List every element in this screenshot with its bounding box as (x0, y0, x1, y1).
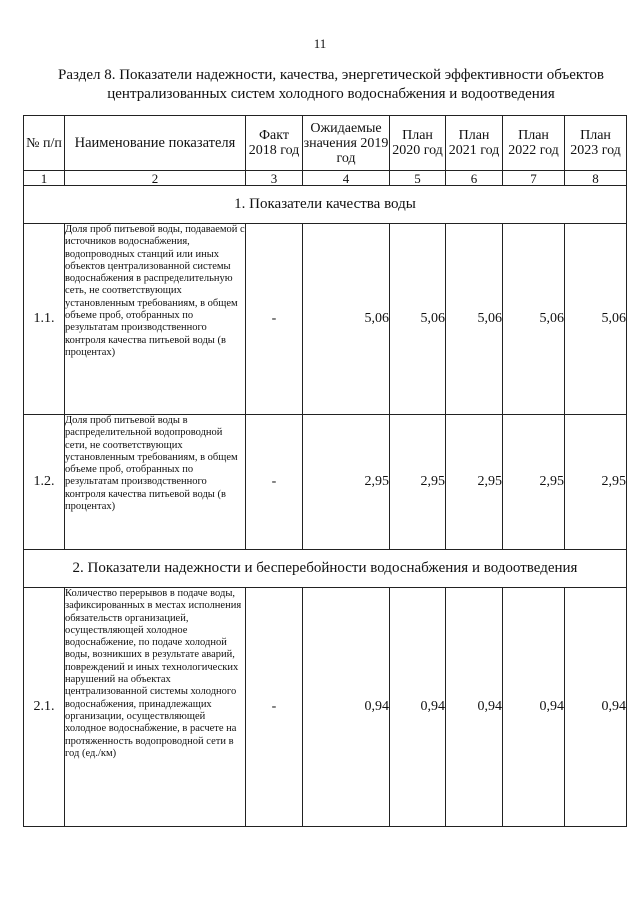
row-description: Доля проб питьевой воды, подаваемой с источников водоснабжения, водопроводных станций или иных объектов централизованной системы водоснабжения в распределительную сеть, не соответствующих установленным требованиям, в общем объеме проб, отобранных по результатам производственного контроля качества питьевой воды (в процентах) (65, 224, 246, 415)
plan-2022-value: 5,06 (503, 224, 565, 415)
header-expected: Ожидаемые значения 2019 год (303, 116, 390, 171)
plan-2020-value: 5,06 (390, 224, 446, 415)
column-number: 1 (24, 171, 65, 186)
group-row-reliability (24, 550, 627, 588)
plan-2021-value: 2,95 (446, 415, 503, 550)
table-row (24, 415, 627, 550)
group-title: 2. Показатели надежности и бесперебойности водоснабжения и водоотведения (24, 550, 627, 588)
column-number: 7 (503, 171, 565, 186)
header-fact: Факт 2018 год (246, 116, 303, 171)
row-number: 1.2. (24, 415, 65, 550)
header-row (24, 116, 627, 171)
column-number: 3 (246, 171, 303, 186)
section-title-line-1: Раздел 8. Показатели надежности, качества, энергетической эффективности объектов (58, 67, 604, 83)
plan-2021-value: 0,94 (446, 588, 503, 827)
plan-2023-value: 5,06 (565, 224, 627, 415)
plan-2021-value: 5,06 (446, 224, 503, 415)
row-number: 1.1. (24, 224, 65, 415)
column-number: 6 (446, 171, 503, 186)
fact-2018-value: - (246, 415, 303, 550)
section-title (40, 66, 622, 104)
plan-2020-value: 0,94 (390, 588, 446, 827)
expected-2019-value: 2,95 (303, 415, 390, 550)
header-plan-2022: План 2022 год (503, 116, 565, 171)
expected-2019-value: 5,06 (303, 224, 390, 415)
column-number-row (24, 171, 627, 186)
fact-2018-value: - (246, 224, 303, 415)
table-row (24, 588, 627, 827)
section-title-line-2: централизованных систем холодного водоснабжения и водоотведения (107, 86, 555, 102)
header-num: № п/п (24, 116, 65, 171)
header-plan-2020: План 2020 год (390, 116, 446, 171)
plan-2023-value: 2,95 (565, 415, 627, 550)
plan-2023-value: 0,94 (565, 588, 627, 827)
table-row (24, 224, 627, 415)
row-number: 2.1. (24, 588, 65, 827)
column-number: 2 (65, 171, 246, 186)
plan-2022-value: 2,95 (503, 415, 565, 550)
header-plan-2021: План 2021 год (446, 116, 503, 171)
header-plan-2023: План 2023 год (565, 116, 627, 171)
indicators-table (23, 115, 627, 827)
column-number: 4 (303, 171, 390, 186)
plan-2022-value: 0,94 (503, 588, 565, 827)
page-number: 11 (313, 36, 327, 51)
group-row-quality (24, 186, 627, 224)
expected-2019-value: 0,94 (303, 588, 390, 827)
fact-2018-value: - (246, 588, 303, 827)
column-number: 5 (390, 171, 446, 186)
row-description: Количество перерывов в подаче воды, зафиксированных в местах исполнения обязательств организацией, осуществляющей холодное водоснабжение, по подаче холодной воды, возникших в результате аварий, повреждений и иных технологических нарушений на объектах централизованной системы холодного водоснабжения, принадлежащих организации, осуществляющей холодное водоснабжение, в расчете на протяженность водопроводной сети в год (ед./км) (65, 588, 246, 827)
row-description: Доля проб питьевой воды в распределительной водопроводной сети, не соответствующих установленным требованиям, в общем объеме проб, отобранных по результатам производственного контроля качества питьевой воды (в процентах) (65, 415, 246, 550)
plan-2020-value: 2,95 (390, 415, 446, 550)
group-title: 1. Показатели качества воды (24, 186, 627, 224)
column-number: 8 (565, 171, 627, 186)
header-name: Наименование показателя (65, 116, 246, 171)
